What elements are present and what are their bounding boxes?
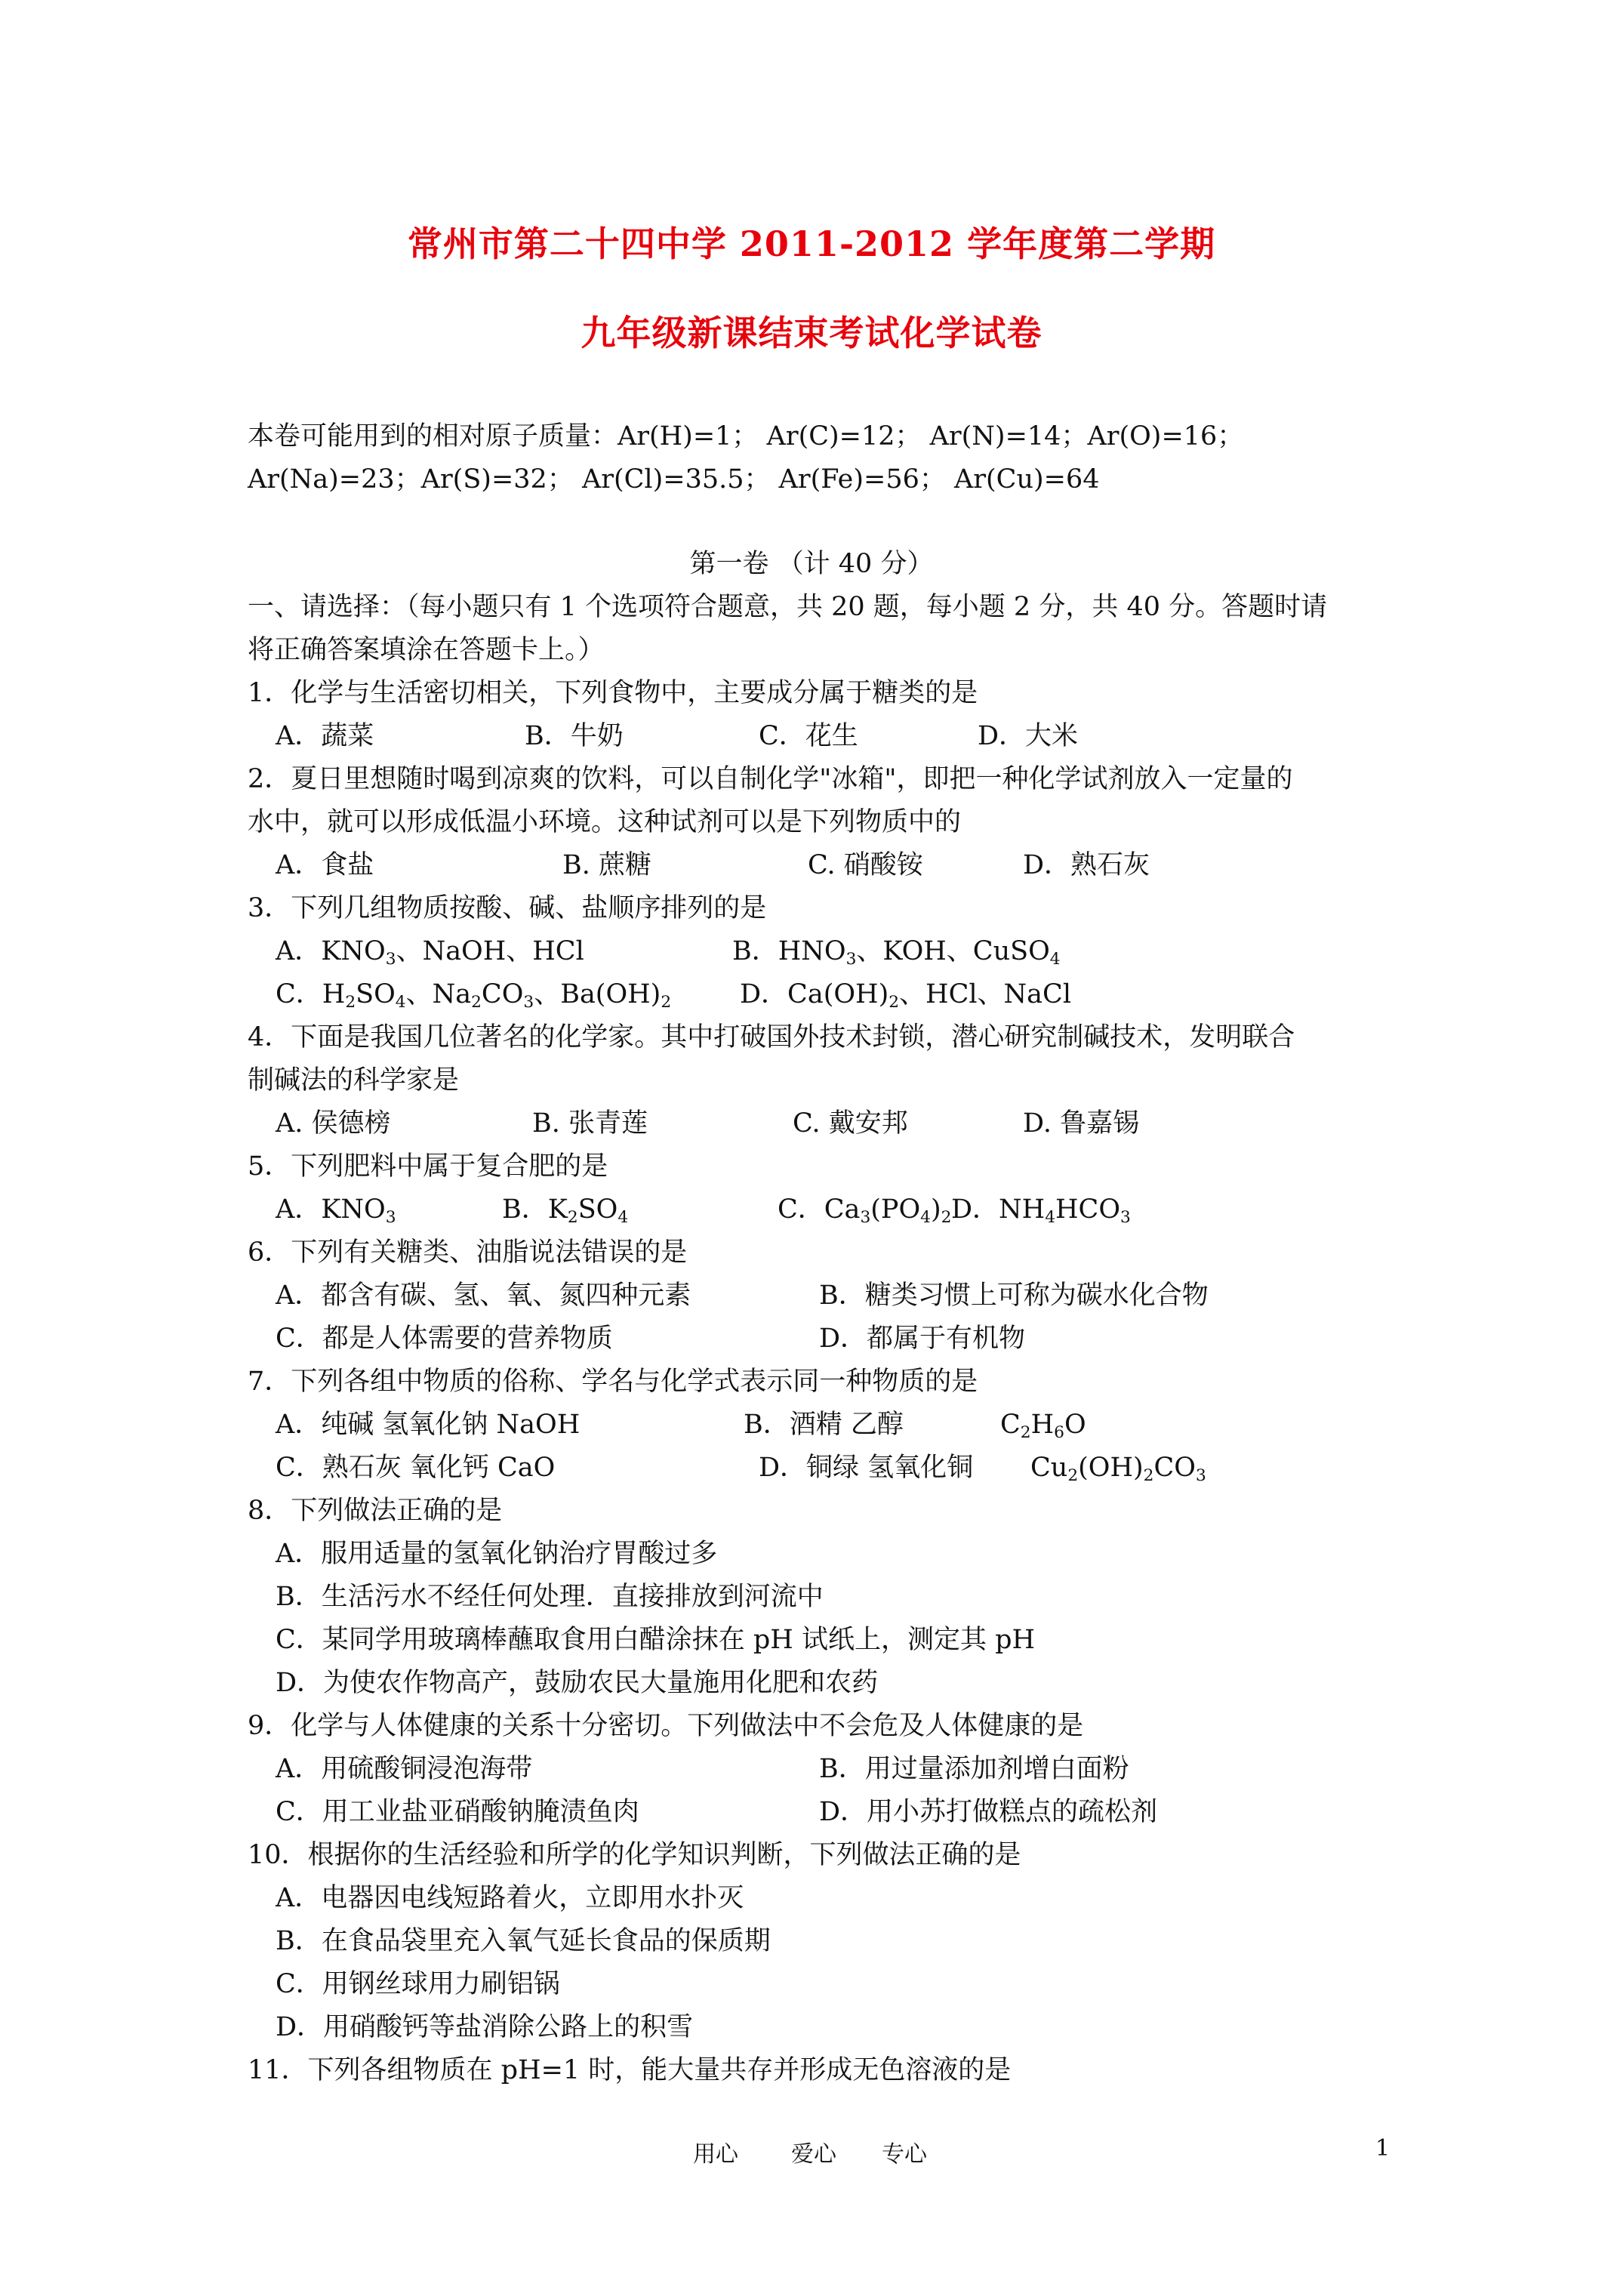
q7-option-a: A．纯碱 氢氧化钠 NaOH: [276, 1410, 581, 1440]
q7-option-d-formula: $Cu_2(OH)_2CO_3$: [1030, 1453, 1206, 1486]
q1-option-a: A．蔬菜: [276, 721, 374, 751]
q8-option-b: B．生活污水不经任何处理．直接排放到河流中: [276, 1582, 824, 1612]
q3-option-b: B．$HNO_3$、KOH、CuSO$_4$: [732, 936, 1061, 969]
q6-option-c: C．都是人体需要的营养物质: [276, 1324, 613, 1354]
q5-option-c: C．$Ca_3(PO_4)_2$: [778, 1194, 952, 1228]
q6-option-a: A．都含有碳、氢、氧、氮四种元素: [276, 1281, 691, 1311]
q5-option-a: A．$KNO_3$: [276, 1194, 396, 1228]
q8-option-c: C．某同学用玻璃棒蘸取食用白醋涂抹在 pH 试纸上，测定其 pH: [276, 1625, 1036, 1655]
q1-option-d: D．大米: [978, 721, 1079, 751]
q10-option-c: C．用钢丝球用力刷铝锅: [276, 1969, 560, 1999]
question-2-stem-line1: 2．夏日里想随时喝到凉爽的饮料，可以自制化学"冰箱"，即把一种化学试剂放入一定量的: [248, 764, 1293, 794]
question-3-stem: 3．下列几组物质按酸、碱、盐顺序排列的是: [248, 893, 767, 923]
question-6-options-cd: [276, 1320, 1423, 1358]
q5-option-d: D．$NH_4HCO_3$: [951, 1194, 1131, 1228]
question-1-options: [276, 717, 1423, 755]
question-2-stem-line2: 水中，就可以形成低温小环境。这种试剂可以是下列物质中的: [248, 807, 962, 837]
q2-option-b: B. 蔗糖: [562, 850, 651, 880]
question-9-stem: 9．化学与人体健康的关系十分密切。下列做法中不会危及人体健康的是: [248, 1711, 1084, 1741]
exam-title-line1: 常州市第二十四中学 2011-2012 学年度第二学期: [407, 223, 1216, 264]
question-9-options-ab: [276, 1750, 1423, 1788]
q4-option-a: A. 侯德榜: [276, 1108, 391, 1139]
q6-option-d: D．都属于有机物: [819, 1324, 1026, 1354]
question-2-options: [276, 846, 1423, 884]
q7-option-b-formula: $C_2H_6O$: [1000, 1410, 1086, 1443]
q1-option-b: B．牛奶: [525, 721, 624, 751]
q3-option-c: C．$H_2SO_4$、$Na_2CO_3$、$Ba(OH)_2$: [276, 979, 672, 1012]
q10-option-d: D．用硝酸钙等盐消除公路上的积雪: [276, 2012, 694, 2042]
q9-option-d: D．用小苏打做糕点的疏松剂: [819, 1797, 1158, 1827]
q2-option-a: A．食盐: [276, 850, 374, 880]
question-7-stem: 7．下列各组中物质的俗称、学名与化学式表示同一种物质的是: [248, 1367, 978, 1397]
footer-motto-1: 用心: [693, 2141, 738, 2168]
question-4-stem-line2: 制碱法的科学家是: [248, 1065, 460, 1096]
question-6-options-ab: [276, 1277, 1423, 1314]
atomic-mass-line1: 本卷可能用到的相对原子质量：Ar(H)=1； Ar(C)=12； Ar(N)=14；Ar(O)=16；: [248, 421, 1244, 451]
section-heading: 第一卷 （计 40 分）: [689, 549, 934, 579]
q7-option-b: B．酒精 乙醇: [744, 1410, 904, 1440]
question-3-options-cd: [276, 975, 1423, 1013]
q9-option-c: C．用工业盐亚硝酸钠腌渍鱼肉: [276, 1797, 639, 1827]
q9-option-b: B．用过量添加剂增白面粉: [819, 1754, 1129, 1784]
q7-option-d: D．铜绿 氢氧化铜: [759, 1453, 974, 1483]
question-5-options: [276, 1191, 1423, 1228]
question-6-stem: 6．下列有关糖类、油脂说法错误的是: [248, 1237, 688, 1268]
question-7-options-cd: [276, 1449, 1423, 1487]
q6-option-b: B．糖类习惯上可称为碳水化合物: [819, 1281, 1209, 1311]
question-4-stem-line1: 4．下面是我国几位著名的化学家。其中打破国外技术封锁，潜心研究制碱技术，发明联合: [248, 1022, 1295, 1052]
q5-option-b: B．$K_2SO_4$: [502, 1194, 629, 1228]
q2-option-d: D．熟石灰: [1023, 850, 1150, 880]
q7-option-c: C．熟石灰 氧化钙 CaO: [276, 1453, 556, 1483]
exam-title-line2: 九年级新课结束考试化学试卷: [581, 313, 1042, 353]
atomic-mass-line2: Ar(Na)=23；Ar(S)=32； Ar(Cl)=35.5； Ar(Fe)=56； Ar(Cu)=64: [248, 464, 1100, 495]
question-4-options: [276, 1105, 1423, 1142]
instruction-line1: 一、请选择：（每小题只有 1 个选项符合题意，共 20 题，每小题 2 分，共 40 分。答题时请: [248, 592, 1328, 622]
q4-option-c: C. 戴安邦: [793, 1108, 908, 1139]
question-10-stem: 10．根据你的生活经验和所学的化学知识判断，下列做法正确的是: [248, 1840, 1021, 1870]
q10-option-a: A．电器因电线短路着火，立即用水扑灭: [276, 1883, 744, 1913]
question-3-options-ab: [276, 932, 1423, 970]
q4-option-b: B. 张青莲: [532, 1108, 648, 1139]
q8-option-a: A．服用适量的氢氧化钠治疗胃酸过多: [276, 1539, 718, 1569]
footer-motto-3: 专心: [882, 2141, 927, 2168]
q10-option-b: B．在食品袋里充入氧气延长食品的保质期: [276, 1926, 771, 1956]
q1-option-c: C．花生: [759, 721, 858, 751]
question-8-stem: 8．下列做法正确的是: [248, 1496, 503, 1526]
question-11-stem: 11．下列各组物质在 pH=1 时，能大量共存并形成无色溶液的是: [248, 2055, 1012, 2085]
question-9-options-cd: [276, 1793, 1423, 1831]
footer-motto-2: 爱心: [791, 2141, 836, 2168]
q4-option-d: D. 鲁嘉锡: [1023, 1108, 1140, 1139]
q3-option-d: D．$Ca(OH)_2$、HCl、NaCl: [740, 979, 1072, 1012]
question-5-stem: 5．下列肥料中属于复合肥的是: [248, 1151, 608, 1182]
page-number: 1: [1375, 2135, 1390, 2162]
q2-option-c: C. 硝酸铵: [808, 850, 923, 880]
q3-option-a: A．$KNO_3$、NaOH、HCl: [276, 936, 584, 969]
instruction-line2: 将正确答案填涂在答题卡上。）: [248, 635, 605, 665]
question-1-stem: 1．化学与生活密切相关，下列食物中，主要成分属于糖类的是: [248, 678, 978, 708]
question-7-options-ab: [276, 1406, 1423, 1444]
q9-option-a: A．用硫酸铜浸泡海带: [276, 1754, 533, 1784]
q8-option-d: D．为使农作物高产，鼓励农民大量施用化肥和农药: [276, 1668, 879, 1698]
